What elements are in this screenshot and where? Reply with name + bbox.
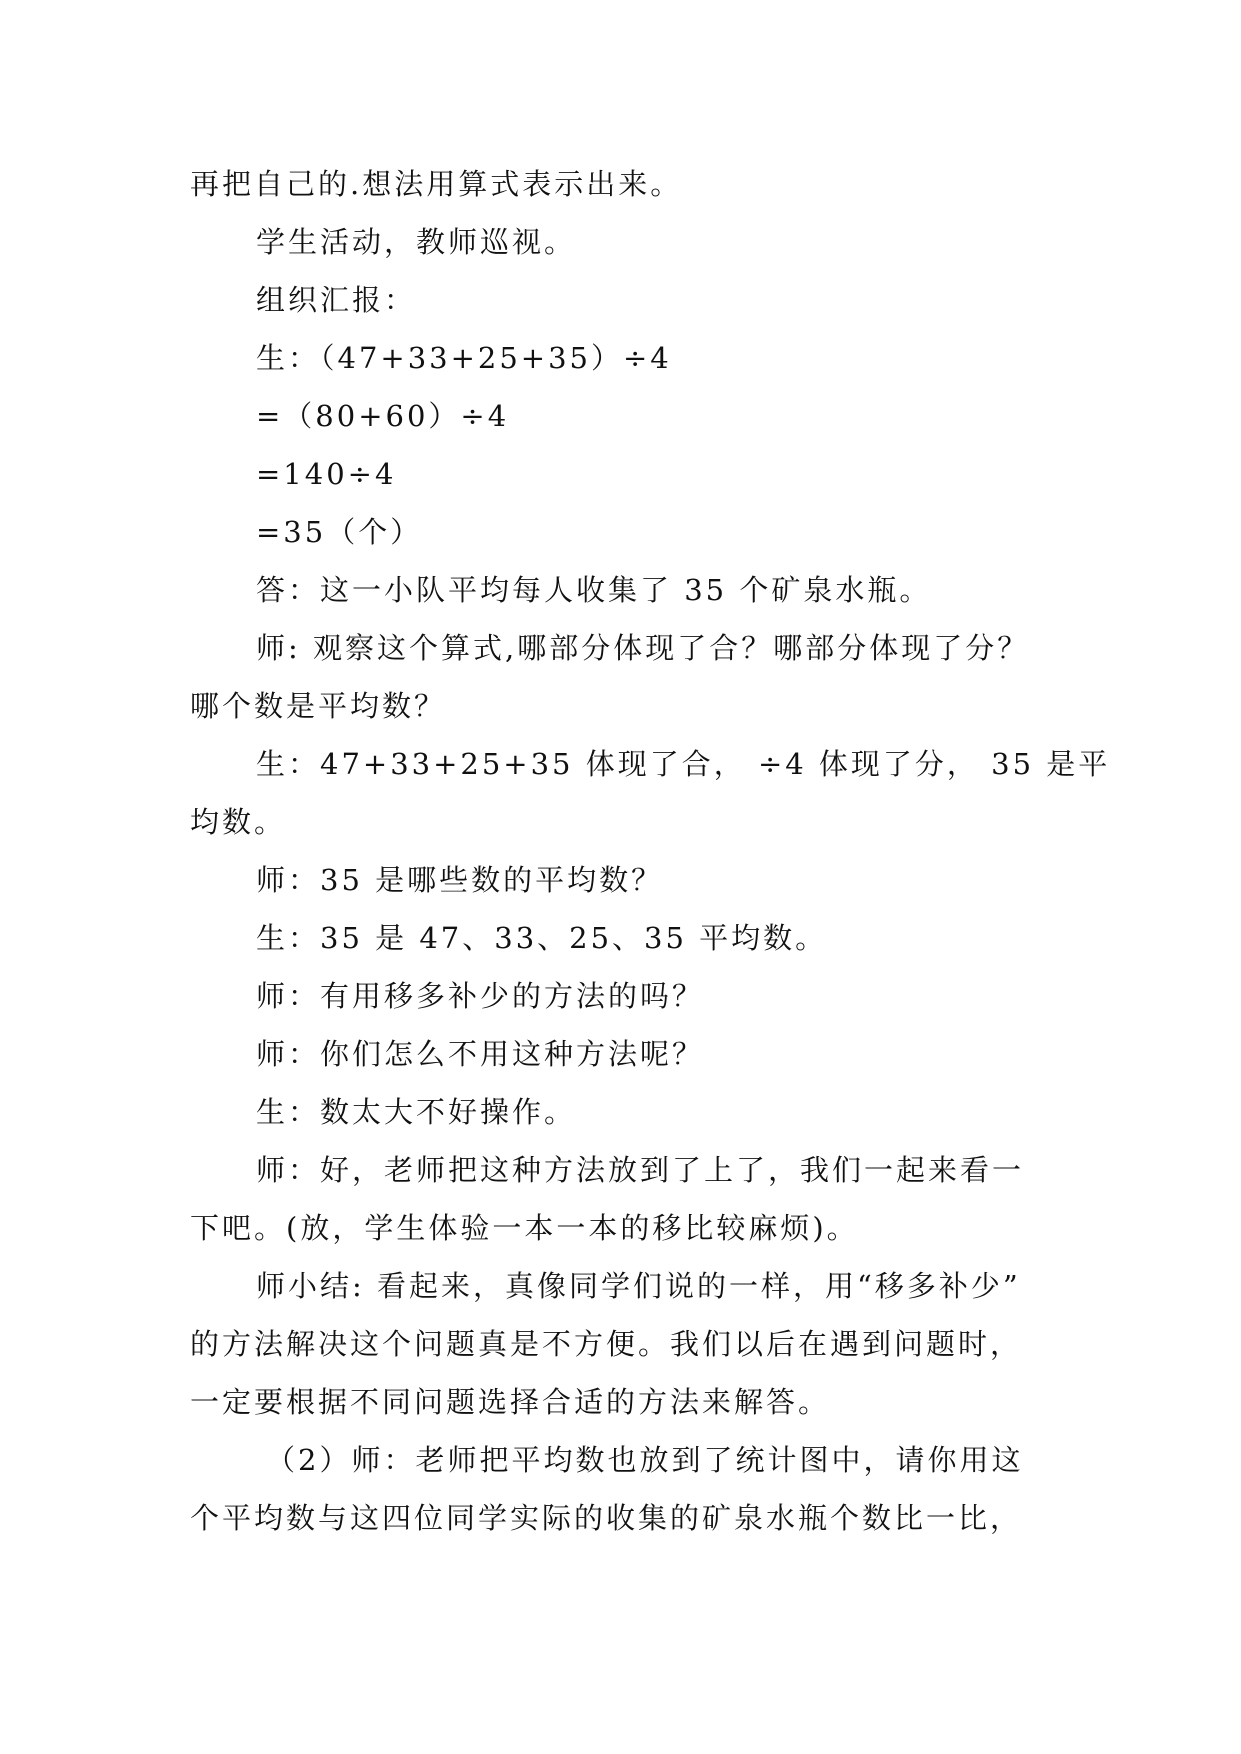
formula-line: 生：（47+33+25+35）÷4 — [256, 341, 672, 375]
text-line: 个平均数与这四位同学实际的收集的矿泉水瓶个数比一比， — [190, 1501, 1023, 1535]
text-line: 师：你们怎么不用这种方法呢？ — [256, 1037, 705, 1071]
text-line: 师：有用移多补少的方法的吗？ — [256, 979, 705, 1013]
formula-line: =140÷4 — [256, 457, 397, 491]
text-line: 生：35 是 47、33、25、35 平均数。 — [256, 921, 828, 955]
text-line: 组织汇报： — [256, 283, 417, 317]
text-line: 再把自己的.想法用算式表示出来。 — [190, 167, 683, 201]
formula-line: =35（个） — [256, 515, 423, 549]
text-line: 师: 观察这个算式,哪部分体现了合？哪部分体现了分？ — [256, 631, 1030, 665]
text-line: 答：这一小队平均每人收集了 35 个矿泉水瓶。 — [256, 573, 932, 607]
text-line: 均数。 — [190, 805, 287, 839]
text-line: 一定要根据不同问题选择合适的方法来解答。 — [190, 1385, 831, 1419]
text-line: 哪个数是平均数？ — [190, 689, 447, 723]
text-line: （2）师：老师把平均数也放到了统计图中，请你用这 — [266, 1443, 1024, 1477]
formula-line: =（80+60）÷4 — [256, 399, 510, 433]
text-line: 下吧。(放，学生体验一本一本的移比较麻烦)。 — [190, 1211, 859, 1245]
text-line: 学生活动，教师巡视。 — [256, 225, 577, 259]
text-line: 师小结: 看起来，真像同学们说的一样，用“移多补少” — [256, 1269, 1021, 1303]
text-line: 师：35 是哪些数的平均数？ — [256, 863, 664, 897]
text-line: 师：好，老师把这种方法放到了上了，我们一起来看一 — [256, 1153, 1025, 1187]
text-line: 生：数太大不好操作。 — [256, 1095, 577, 1129]
text-line: 生：47+33+25+35 体现了合， ÷4 体现了分， 35 是平 — [256, 747, 1111, 781]
text-line: 的方法解决这个问题真是不方便。我们以后在遇到问题时， — [190, 1327, 1023, 1361]
